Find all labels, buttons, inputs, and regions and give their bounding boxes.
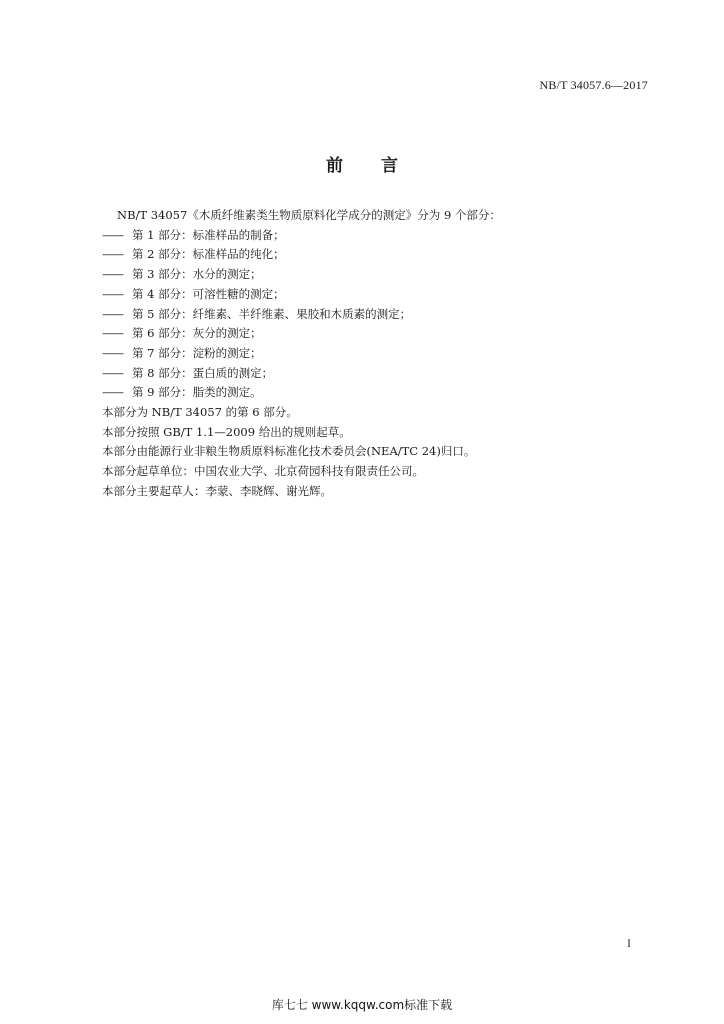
list-dash: ——	[102, 227, 123, 242]
list-item-text: 第 1 部分：标准样品的制备；	[132, 227, 285, 242]
page-title: 前言	[326, 156, 436, 176]
drafting-rules-paragraph: 本部分按照 GB/T 1.1—2009 给出的规则起草。	[102, 424, 351, 439]
list-item-text: 第 8 部分：蛋白质的测定；	[132, 365, 274, 380]
list-item-text: 第 7 部分：淀粉的测定；	[132, 345, 262, 360]
page-number: I	[627, 936, 631, 950]
list-item-text: 第 9 部分：脂类的测定。	[132, 385, 262, 400]
list-item	[102, 226, 622, 246]
list-dash: ——	[102, 326, 123, 341]
list-item-text: 第 6 部分：灰分的测定；	[132, 326, 262, 341]
drafters-paragraph: 本部分主要起草人：李蒙、李晓辉、谢光辉。	[102, 483, 332, 498]
list-item	[102, 245, 622, 265]
list-item	[102, 285, 622, 305]
list-item-text: 第 4 部分：可溶性糖的测定；	[132, 286, 285, 301]
list-item	[102, 383, 622, 403]
list-dash: ——	[102, 306, 123, 321]
list-dash: ——	[102, 385, 123, 400]
standard-number: NB/T 34057.6—2017	[539, 78, 648, 92]
list-dash: ——	[102, 286, 123, 301]
list-item-text: 第 3 部分：水分的测定；	[132, 267, 262, 282]
parts-list	[102, 226, 622, 403]
list-item	[102, 344, 622, 364]
list-dash: ——	[102, 267, 123, 282]
list-dash: ——	[102, 365, 123, 380]
list-dash: ——	[102, 345, 123, 360]
list-item	[102, 265, 622, 285]
list-item-text: 第 2 部分：标准样品的纯化；	[132, 247, 285, 262]
list-dash: ——	[102, 247, 123, 262]
foreword-body	[102, 206, 622, 502]
this-part-paragraph: 本部分为 NB/T 34057 的第 6 部分。	[102, 405, 298, 420]
list-item	[102, 305, 622, 325]
list-item	[102, 324, 622, 344]
drafting-units-paragraph: 本部分起草单位：中国农业大学、北京荷园科技有限责任公司。	[102, 464, 424, 479]
list-item-text: 第 5 部分：纤维素、半纤维素、果胶和木质素的测定；	[132, 306, 412, 321]
intro-paragraph: NB/T 34057《木质纤维素类生物质原料化学成分的测定》分为 9 个部分：	[117, 208, 501, 222]
footer-watermark: 库七七 www.kqqw.com标准下载	[271, 998, 453, 1012]
list-item	[102, 364, 622, 384]
proposed-by-paragraph: 本部分由能源行业非粮生物质原料标准化技术委员会(NEA/TC 24)归口。	[102, 444, 476, 459]
